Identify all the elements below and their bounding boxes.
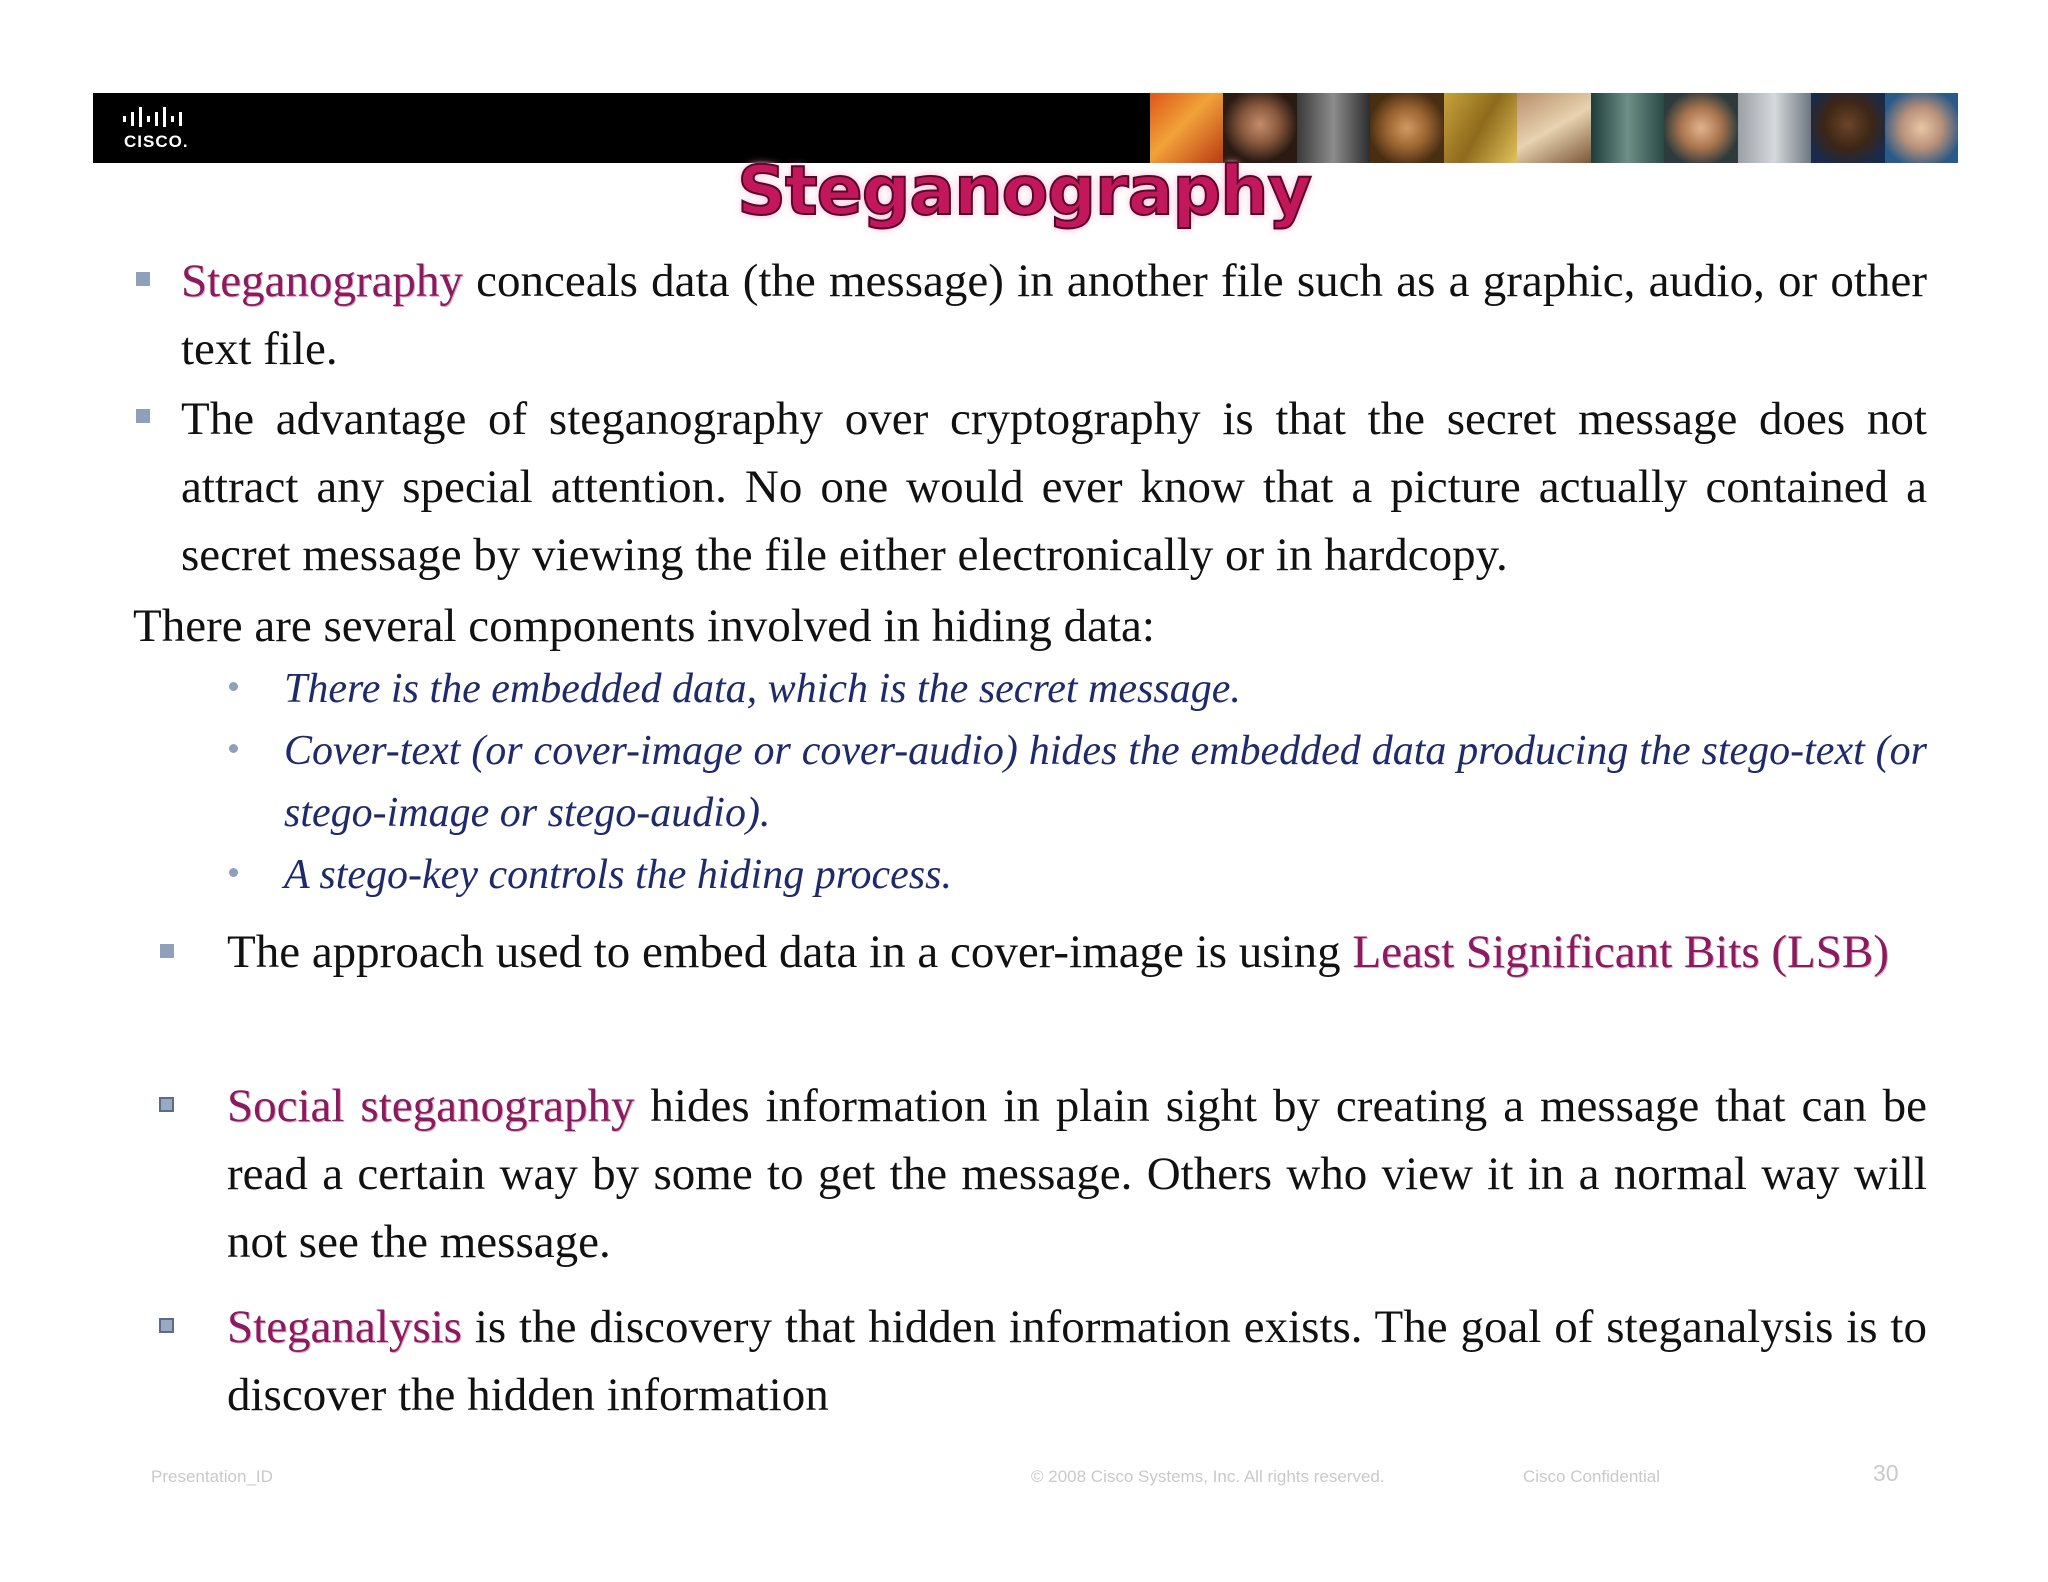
- bullet-square-icon: [159, 1318, 174, 1333]
- cisco-bars-icon: [121, 107, 201, 129]
- highlight-term: Least Significant Bits (LSB): [1352, 926, 1889, 978]
- highlight-term: Social steganography: [227, 1080, 635, 1132]
- highlight-term: Steganalysis: [227, 1301, 462, 1353]
- bullet-text: hides information in plain sight by creating a message that can be read a certain way by some to get the message. Others who view it in a normal way will not see the message.: [227, 1080, 1927, 1268]
- bullet-dot-icon: [229, 744, 238, 753]
- footer-presentation-id: Presentation_ID: [151, 1467, 273, 1486]
- bullet-steganography: [181, 247, 1927, 383]
- slide-title: Steganography: [737, 152, 1311, 231]
- bullet-lsb: [227, 918, 1927, 986]
- component-item: [284, 844, 1927, 906]
- component-text: A stego-key controls the hiding process.: [284, 852, 952, 898]
- bullet-text: The approach used to embed data in a cover-image is using: [227, 926, 1353, 978]
- footer-confidential: Cisco Confidential: [1523, 1467, 1661, 1486]
- component-item: [284, 658, 1927, 720]
- bullet-text: conceals data (the message) in another file such as a graphic, audio, or other text file.: [181, 255, 1927, 375]
- bullet-text: is the discovery that hidden information exists. The goal of steganalysis is to discover the hidden information: [227, 1301, 1927, 1421]
- bullet-text: The advantage of steganography over cryptography is that the secret message does not attract any special attention. No one would ever know that a picture actually contained a secret message by viewing the file either electronically or in hardcopy.: [181, 393, 1927, 581]
- components-intro: [133, 592, 1933, 660]
- intro-text: There are several components involved in hiding data:: [133, 600, 1155, 652]
- bullet-dot-icon: [229, 682, 238, 691]
- bullet-dot-icon: [229, 868, 238, 877]
- footer-copyright: © 2008 Cisco Systems, Inc. All rights reserved.: [1031, 1467, 1385, 1486]
- bullet-square-icon: [159, 1097, 174, 1112]
- bullet-advantage: [181, 385, 1927, 589]
- component-item: [284, 720, 1927, 844]
- bullet-square-icon: [136, 272, 150, 286]
- bullet-steganalysis: [227, 1293, 1927, 1429]
- bullet-social: [227, 1072, 1927, 1276]
- bullet-square-icon: [160, 944, 174, 958]
- cisco-logo: [121, 105, 201, 151]
- footer-page-number: 30: [1873, 1460, 1899, 1486]
- cisco-logo-text: CISCO.: [124, 132, 189, 151]
- bullet-square-icon: [136, 409, 150, 423]
- component-text: Cover-text (or cover-image or cover-audio) hides the embedded data producing the stego-text (or stego-image or stego-audio).: [284, 728, 1927, 836]
- highlight-term: Steganography: [181, 255, 463, 307]
- component-text: There is the embedded data, which is the secret message.: [284, 666, 1241, 712]
